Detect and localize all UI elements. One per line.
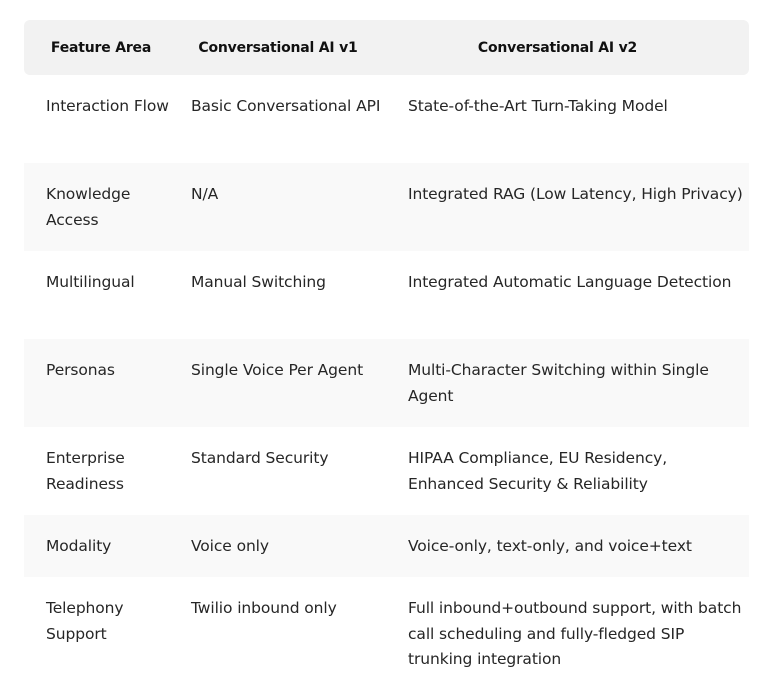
feature-cell: Personas bbox=[46, 361, 115, 379]
v2-cell: State-of-the-Art Turn-Taking Model bbox=[408, 97, 668, 115]
feature-cell: Telephony Support bbox=[46, 599, 124, 643]
v1-cell: Basic Conversational API bbox=[191, 97, 381, 115]
table-row bbox=[24, 577, 749, 689]
v2-cell: Full inbound+outbound support, with batch call scheduling and fully-fledged SIP trunking integration bbox=[408, 599, 742, 668]
feature-cell: Multilingual bbox=[46, 273, 135, 291]
feature-cell: Modality bbox=[46, 537, 112, 555]
v1-cell: Single Voice Per Agent bbox=[191, 361, 364, 379]
feature-cell: Interaction Flow bbox=[46, 97, 169, 115]
v2-cell: Integrated RAG (Low Latency, High Privacy) bbox=[408, 185, 743, 203]
table-header bbox=[24, 20, 749, 75]
v1-cell: Voice only bbox=[191, 537, 269, 555]
v2-cell: Multi-Character Switching within Single Agent bbox=[408, 361, 709, 405]
header-v1: Conversational AI v1 bbox=[198, 39, 358, 56]
feature-cell: Enterprise Readiness bbox=[46, 449, 125, 493]
v2-cell: Integrated Automatic Language Detection bbox=[408, 273, 732, 291]
v1-cell: Twilio inbound only bbox=[191, 599, 337, 617]
comparison-table bbox=[24, 20, 749, 689]
v1-cell: N/A bbox=[191, 185, 219, 203]
header-feature-area: Feature Area bbox=[50, 39, 152, 56]
table-row bbox=[24, 339, 749, 427]
feature-cell: Knowledge Access bbox=[46, 185, 131, 229]
table-row bbox=[24, 427, 749, 515]
v1-cell: Standard Security bbox=[191, 449, 329, 467]
table-row bbox=[24, 75, 749, 163]
table-row bbox=[24, 515, 749, 577]
table-row bbox=[24, 251, 749, 339]
v2-cell: HIPAA Compliance, EU Residency, Enhanced Security & Reliability bbox=[408, 449, 668, 493]
header-v2: Conversational AI v2 bbox=[477, 39, 638, 56]
v2-cell: Voice-only, text-only, and voice+text bbox=[408, 537, 692, 555]
v1-cell: Manual Switching bbox=[191, 273, 326, 291]
table-row bbox=[24, 163, 749, 251]
